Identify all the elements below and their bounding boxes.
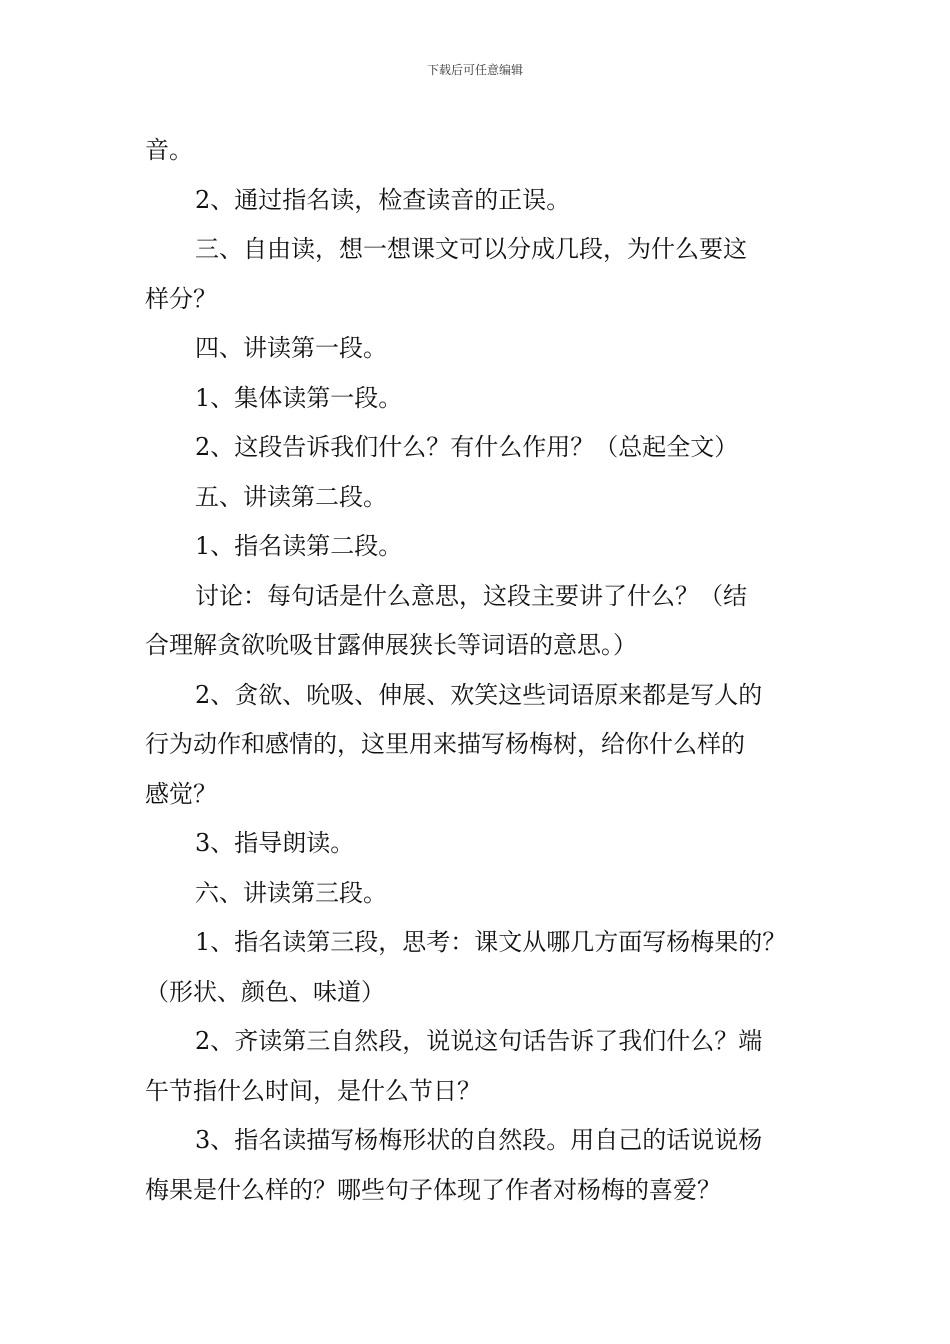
text-line: 讨论：每句话是什么意思，这段主要讲了什么？（结 xyxy=(195,581,747,610)
page-header: 下载后可任意编辑 xyxy=(426,63,523,77)
text-line: 3、指导朗读。 xyxy=(195,829,355,857)
document-body xyxy=(145,126,817,1215)
text-line: 音。 xyxy=(145,136,193,164)
text-line: 梅果是什么样的？哪些句子体现了作者对杨梅的喜爱？ xyxy=(145,1175,721,1204)
text-line: 合理解贪欲吮吸甘露伸展狭长等词语的意思。） xyxy=(145,631,637,659)
text-line: 3、指名读描写杨梅形状的自然段。用自己的话说说杨 xyxy=(195,1126,763,1154)
text-line: 午节指什么时间，是什么节日？ xyxy=(145,1076,481,1105)
text-line: 三、自由读，想一想课文可以分成几段，为什么要这 xyxy=(195,235,747,263)
text-line: 1、集体读第一段。 xyxy=(195,383,403,412)
section-heading: 四、讲读第一段。 xyxy=(195,334,387,362)
text-line: 2、贪欲、吮吸、伸展、欢笑这些词语原来都是写人的 xyxy=(195,680,763,709)
text-line: 感觉？ xyxy=(145,779,217,808)
text-line: （形状、颜色、味道） xyxy=(145,977,385,1006)
text-line: 2、这段告诉我们什么？有什么作用？（总起全文） xyxy=(195,433,739,461)
text-line: 1、指名读第三段，思考：课文从哪几方面写杨梅果的？ xyxy=(195,928,787,956)
text-line: 2、通过指名读，检查读音的正误。 xyxy=(195,185,571,214)
section-heading: 五、讲读第二段。 xyxy=(195,482,387,511)
text-line: 行为动作和感情的，这里用来描写杨梅树，给你什么样的 xyxy=(145,730,745,758)
section-heading: 六、讲读第三段。 xyxy=(195,878,387,907)
text-line: 1、指名读第二段。 xyxy=(195,532,403,560)
text-line: 样分？ xyxy=(145,284,217,313)
text-line: 2、齐读第三自然段，说说这句话告诉了我们什么？端 xyxy=(195,1027,763,1055)
